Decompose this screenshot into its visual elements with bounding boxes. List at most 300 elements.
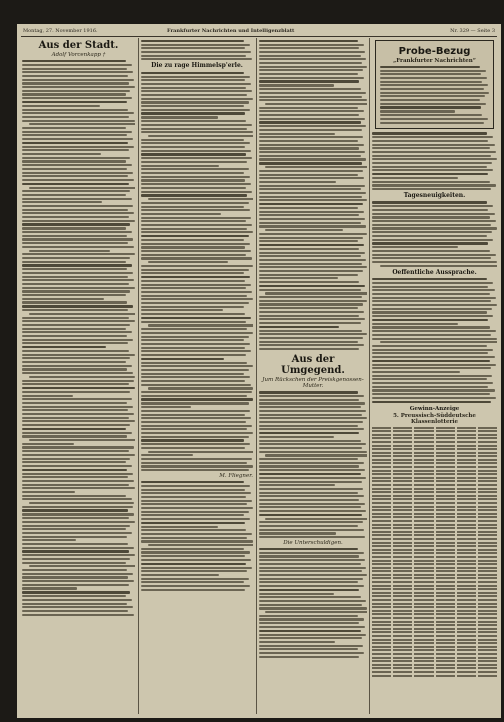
- text-line: [259, 263, 362, 265]
- text-line: [372, 297, 496, 299]
- text-line: [141, 358, 224, 360]
- text-line: [141, 265, 253, 267]
- section-title: Oeffentliche Aussprache.: [392, 268, 477, 276]
- table-cell: [393, 531, 412, 533]
- text-line: [259, 192, 366, 194]
- table-cell: [414, 445, 433, 447]
- table-cell: [414, 599, 433, 601]
- text-line: [141, 302, 249, 304]
- table-cell: [372, 621, 391, 623]
- table-cell: [457, 452, 476, 454]
- text-line: [22, 398, 132, 400]
- text-line: [372, 231, 492, 233]
- table-row: [372, 459, 497, 461]
- table-cell: [436, 595, 455, 597]
- text-line: [372, 356, 495, 358]
- column-2: [141, 38, 253, 714]
- text-line: [148, 324, 253, 326]
- table-row: [372, 531, 497, 533]
- table-cell: [393, 480, 412, 482]
- table-cell: [478, 484, 497, 486]
- column-1: [22, 38, 135, 714]
- table-cell: [414, 570, 433, 572]
- masthead: Frankfurter Nachrichten und Intelligenzblatt: [167, 28, 295, 34]
- text-line: [259, 277, 338, 279]
- text-line: [372, 239, 493, 241]
- table-cell: [457, 567, 476, 569]
- text-line: [22, 97, 132, 99]
- table-row: [372, 455, 497, 457]
- table-cell: [478, 437, 497, 439]
- text-line: [259, 585, 364, 587]
- text-line: [22, 528, 126, 530]
- table-cell: [478, 470, 497, 472]
- ad-body: [380, 66, 489, 124]
- table-cell: [478, 621, 497, 623]
- text-line: [141, 514, 244, 516]
- text-line: [141, 585, 250, 587]
- text-line: [22, 183, 129, 185]
- table-cell: [393, 459, 412, 461]
- text-line: [259, 622, 359, 624]
- text-line: [141, 537, 247, 539]
- text-line: [141, 187, 246, 189]
- newspaper-page: [17, 24, 501, 718]
- table-cell: [393, 516, 412, 518]
- text-line: [22, 391, 130, 393]
- text-line: [259, 503, 365, 505]
- table-cell: [393, 631, 412, 633]
- text-line: [380, 73, 481, 75]
- text-line: [141, 298, 253, 300]
- table-row: [372, 585, 497, 587]
- table-cell: [393, 470, 412, 472]
- table-cell: [478, 649, 497, 651]
- table-cell: [436, 664, 455, 666]
- table-cell: [414, 516, 433, 518]
- table-cell: [478, 585, 497, 587]
- table-cell: [414, 459, 433, 461]
- table-cell: [436, 646, 455, 648]
- table-cell: [393, 585, 412, 587]
- text-line: [22, 539, 76, 541]
- text-line: [259, 341, 358, 343]
- text-line: [22, 223, 130, 225]
- table-cell: [436, 524, 455, 526]
- table-row: [372, 513, 497, 515]
- table-cell: [393, 653, 412, 655]
- table-cell: [372, 466, 391, 468]
- text-line: [372, 136, 493, 138]
- text-line: [380, 106, 481, 108]
- text-line: [141, 507, 253, 509]
- text-line: [141, 309, 223, 311]
- table-cell: [393, 534, 412, 536]
- text-line: [259, 462, 364, 464]
- text-line: [141, 157, 252, 159]
- text-line: [259, 315, 359, 317]
- table-cell: [478, 653, 497, 655]
- text-line: [259, 481, 362, 483]
- text-line: [372, 147, 490, 149]
- table-cell: [414, 567, 433, 569]
- column-divider: [138, 38, 139, 714]
- text-line: [148, 135, 253, 137]
- text-line: [22, 610, 128, 612]
- text-line: [22, 105, 100, 107]
- text-line: [259, 652, 364, 654]
- table-cell: [372, 452, 391, 454]
- table-cell: [372, 664, 391, 666]
- table-cell: [414, 667, 433, 669]
- table-cell: [372, 498, 391, 500]
- text-line: [22, 127, 126, 129]
- table-cell: [478, 581, 497, 583]
- text-line: [141, 183, 251, 185]
- table-cell: [372, 599, 391, 601]
- table-cell: [457, 635, 476, 637]
- text-line: [141, 518, 250, 520]
- table-cell: [478, 556, 497, 558]
- table-cell: [436, 560, 455, 562]
- table-cell: [478, 445, 497, 447]
- table-cell: [457, 595, 476, 597]
- text-line: [372, 393, 490, 395]
- text-line: [141, 51, 251, 53]
- text-line: [259, 626, 365, 628]
- table-cell: [393, 599, 412, 601]
- table-cell: [478, 667, 497, 669]
- text-line: [259, 521, 363, 523]
- section-title: Aus der Stadt.: [38, 40, 119, 51]
- table-cell: [436, 570, 455, 572]
- table-cell: [393, 635, 412, 637]
- text-line: [259, 177, 364, 179]
- text-line: [22, 521, 135, 523]
- table-cell: [478, 502, 497, 504]
- table-cell: [414, 545, 433, 547]
- table-cell: [414, 646, 433, 648]
- text-line: [141, 458, 252, 460]
- table-cell: [414, 552, 433, 554]
- text-line: [259, 77, 364, 79]
- text-line: [372, 254, 496, 256]
- text-line: [380, 114, 482, 116]
- table-cell: [478, 552, 497, 554]
- table-cell: [457, 646, 476, 648]
- text-line: [372, 166, 487, 168]
- text-line: [22, 342, 128, 344]
- text-line: [259, 274, 358, 276]
- text-line: [372, 304, 497, 306]
- text-line: [22, 454, 135, 456]
- table-cell: [457, 441, 476, 443]
- table-cell: [478, 592, 497, 594]
- text-line: [141, 336, 249, 338]
- table-cell: [414, 624, 433, 626]
- text-line: [22, 357, 130, 359]
- table-row: [372, 560, 497, 562]
- table-cell: [457, 574, 476, 576]
- text-line: [141, 589, 245, 591]
- text-line: [259, 648, 358, 650]
- table-cell: [414, 437, 433, 439]
- text-line: [259, 121, 361, 123]
- text-line: [141, 131, 253, 133]
- text-line: [259, 266, 367, 268]
- table-cell: [478, 495, 497, 497]
- table-cell: [393, 441, 412, 443]
- table-cell: [393, 642, 412, 644]
- text-line: [372, 311, 487, 313]
- text-line: [259, 399, 359, 401]
- table-row: [372, 473, 497, 475]
- text-line: [22, 562, 126, 564]
- table-cell: [414, 441, 433, 443]
- table-cell: [393, 671, 412, 673]
- text-line: [265, 454, 367, 456]
- table-cell: [457, 498, 476, 500]
- table-cell: [436, 448, 455, 450]
- text-line: [22, 138, 133, 140]
- text-line: [22, 142, 128, 144]
- text-line: [22, 473, 133, 475]
- text-line: [22, 383, 129, 385]
- table-cell: [436, 549, 455, 551]
- table-cell: [457, 588, 476, 590]
- table-cell: [436, 635, 455, 637]
- text-line: [141, 417, 251, 419]
- text-line: [22, 279, 134, 281]
- text-line: [29, 187, 135, 189]
- table-cell: [457, 581, 476, 583]
- table-cell: [436, 653, 455, 655]
- text-line: [141, 362, 247, 364]
- text-line: [29, 376, 135, 378]
- text-line: [22, 220, 135, 222]
- text-line: [141, 209, 250, 211]
- text-line: [259, 214, 359, 216]
- text-line: [22, 194, 126, 196]
- table-cell: [414, 462, 433, 464]
- table-cell: [414, 491, 433, 493]
- text-line: [141, 414, 245, 416]
- section-title: Tagesneuigkeiten.: [403, 192, 466, 200]
- table-cell: [478, 635, 497, 637]
- table-cell: [436, 574, 455, 576]
- text-line: [22, 495, 126, 497]
- table-cell: [414, 484, 433, 486]
- table-cell: [478, 506, 497, 508]
- table-cell: [393, 649, 412, 651]
- text-line: [372, 360, 490, 362]
- table-cell: [457, 445, 476, 447]
- text-line: [141, 354, 246, 356]
- table-cell: [478, 646, 497, 648]
- table-cell: [393, 610, 412, 612]
- text-line: [259, 296, 362, 298]
- text-line: [22, 487, 135, 489]
- table-cell: [478, 617, 497, 619]
- table-cell: [478, 613, 497, 615]
- text-line: [372, 349, 493, 351]
- text-line: [372, 188, 491, 190]
- text-line: [141, 384, 251, 386]
- text-line: [141, 150, 251, 152]
- table-cell: [372, 549, 391, 551]
- table-cell: [457, 491, 476, 493]
- table-cell: [436, 491, 455, 493]
- table-cell: [414, 520, 433, 522]
- table-cell: [436, 441, 455, 443]
- text-line: [141, 191, 252, 193]
- text-line: [141, 380, 245, 382]
- text-line: [259, 570, 362, 572]
- table-cell: [393, 574, 412, 576]
- text-line: [22, 402, 127, 404]
- table-cell: [436, 502, 455, 504]
- text-line: [259, 344, 364, 346]
- text-line: [141, 317, 251, 319]
- text-line: [22, 406, 133, 408]
- text-line: [141, 120, 246, 122]
- text-line: [141, 276, 250, 278]
- table-cell: [372, 513, 391, 515]
- table-cell: [393, 570, 412, 572]
- text-line: [22, 584, 129, 586]
- text-line: [141, 235, 249, 237]
- table-cell: [436, 660, 455, 662]
- text-line: [141, 328, 247, 330]
- table-row: [372, 617, 497, 619]
- text-line: [259, 174, 358, 176]
- table-cell: [478, 427, 497, 429]
- text-line: [372, 315, 493, 317]
- text-line: [22, 179, 134, 181]
- table-cell: [372, 585, 391, 587]
- table-cell: [393, 664, 412, 666]
- text-line: [22, 573, 133, 575]
- table-cell: [414, 527, 433, 529]
- table-cell: [372, 488, 391, 490]
- table-cell: [372, 560, 391, 562]
- table-cell: [414, 473, 433, 475]
- text-line: [259, 107, 358, 109]
- text-line: [141, 410, 250, 412]
- text-line: [141, 272, 244, 274]
- text-line: [259, 99, 367, 101]
- text-line: [22, 164, 132, 166]
- table-cell: [436, 462, 455, 464]
- section-subtitle: Jum Rückschen der Preiskgenossen-Mutter.: [262, 377, 364, 390]
- table-row: [372, 664, 497, 666]
- text-line: [141, 101, 249, 103]
- text-line: [259, 318, 365, 320]
- table-cell: [436, 434, 455, 436]
- text-line: [259, 499, 359, 501]
- table-cell: [372, 667, 391, 669]
- text-line: [29, 123, 135, 125]
- text-line: [259, 348, 359, 350]
- text-line: [259, 322, 361, 324]
- table-row: [372, 488, 497, 490]
- table-row: [372, 675, 497, 677]
- table-cell: [393, 427, 412, 429]
- table-row: [372, 441, 497, 443]
- table-cell: [393, 545, 412, 547]
- table-row: [372, 509, 497, 511]
- table-cell: [457, 570, 476, 572]
- text-line: [372, 224, 491, 226]
- text-line: [380, 84, 488, 86]
- text-line: [22, 536, 127, 538]
- table-cell: [414, 657, 433, 659]
- table-cell: [393, 445, 412, 447]
- text-line: [141, 79, 245, 81]
- table-cell: [436, 506, 455, 508]
- text-line: [259, 593, 334, 595]
- table-cell: [414, 639, 433, 641]
- article-body: [372, 201, 497, 266]
- table-cell: [436, 480, 455, 482]
- text-line: [372, 158, 497, 160]
- table-row: [372, 639, 497, 641]
- text-line: [259, 607, 367, 609]
- table-cell: [393, 448, 412, 450]
- table-cell: [372, 581, 391, 583]
- table-row: [372, 549, 497, 551]
- table-cell: [372, 592, 391, 594]
- table-cell: [457, 549, 476, 551]
- table-cell: [393, 488, 412, 490]
- text-line: [141, 454, 193, 456]
- table-cell: [393, 667, 412, 669]
- text-line: [259, 218, 365, 220]
- text-line: [259, 604, 362, 606]
- text-line: [259, 88, 361, 90]
- text-line: [372, 181, 490, 183]
- text-line: [259, 525, 358, 527]
- table-cell: [414, 588, 433, 590]
- sub-section-title: Die Unterschuldigen.: [283, 539, 343, 546]
- table-cell: [372, 649, 391, 651]
- text-line: [372, 162, 492, 164]
- table-cell: [372, 631, 391, 633]
- table-cell: [393, 477, 412, 479]
- text-line: [22, 417, 129, 419]
- text-line: [22, 257, 130, 259]
- table-cell: [393, 549, 412, 551]
- table-cell: [457, 664, 476, 666]
- table-row: [372, 574, 497, 576]
- table-cell: [457, 509, 476, 511]
- table-cell: [436, 563, 455, 565]
- text-line: [22, 328, 126, 330]
- page-number: Nr. 329 — Seite 3: [450, 28, 495, 34]
- table-cell: [393, 660, 412, 662]
- section-title: Aus der Umgegend.: [281, 354, 345, 377]
- text-line: [259, 637, 362, 639]
- table-cell: [478, 527, 497, 529]
- text-line: [372, 184, 496, 186]
- text-line: [141, 533, 252, 535]
- text-line: [372, 227, 497, 229]
- text-line: [259, 326, 339, 328]
- text-line: [22, 294, 126, 296]
- text-line: [259, 51, 365, 53]
- text-line: [259, 641, 335, 643]
- text-line: [372, 132, 487, 134]
